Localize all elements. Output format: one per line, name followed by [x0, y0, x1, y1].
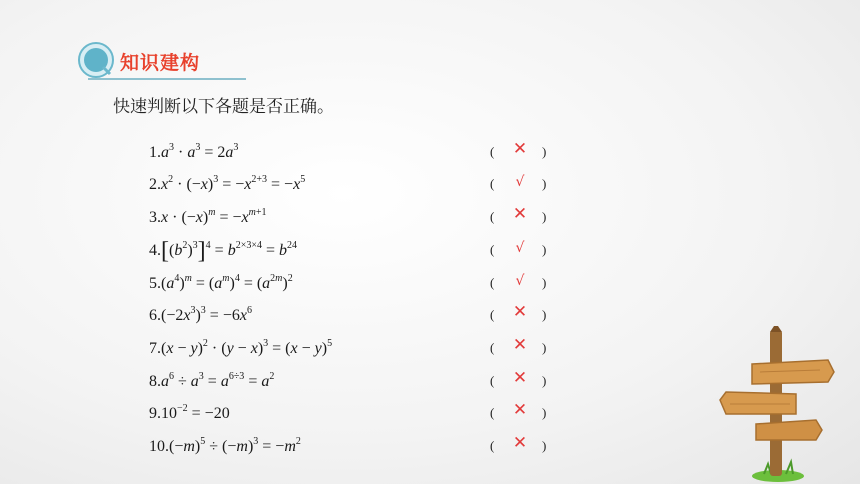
formula: $4.[(b^2)^3]^4 = b^{2\times 3\times 4} = b^{24}$: [149, 238, 297, 264]
formula: $7.(x - y)^2 \cdot (y - x)^3 = (x - y)^5$: [149, 337, 333, 357]
wrong-mark: ✕: [512, 433, 528, 453]
section-title: 知识建构: [120, 52, 201, 74]
question-row: $7.(x - y)^2 \cdot (y - x)^3 = (x - y)^5$ ( ✕ ): [0, 334, 860, 366]
formula: $2.x^2 \cdot (-x)^3 = -x^{2+3} = -x^5$: [149, 173, 306, 193]
question-row: $4.[(b^2)^3]^4 = b^{2\times 3\times 4} = b^{24}$ ( √ ): [149, 238, 547, 264]
instruction-text: 快速判断以下各题是否正确。: [113, 97, 334, 117]
wrong-mark: ✕: [512, 368, 528, 388]
wrong-mark: ✕: [512, 204, 528, 224]
formula: $3.x \cdot (-x)^m = -x^{m+1}$: [149, 206, 267, 226]
question-row: $5.(a^4)^m = (a^m)^4 = (a^{2m})^2$ ( √ ): [0, 269, 860, 301]
question-row: $9.10^{-2} = -20$ ( ✕ ): [0, 399, 860, 431]
formula: $5.(a^4)^m = (a^m)^4 = (a^{2m})^2$: [149, 272, 293, 292]
wrong-mark: ✕: [512, 335, 528, 355]
correct-mark: √: [515, 273, 525, 289]
signpost-icon: [716, 326, 836, 484]
correct-mark: √: [515, 174, 525, 190]
formula: $6.(-2x^3)^3 = -6x^6$: [149, 304, 252, 324]
wrong-mark: ✕: [512, 400, 528, 420]
question-row: $8.a^6 \div a^3 = a^{6\div 3} = a^2$ ( ✕ ): [0, 367, 860, 399]
formula: $10.(-m)^5 \div (-m)^3 = -m^2$: [149, 435, 301, 455]
question-row: $2.x^2 \cdot (-x)^3 = -x^{2+3} = -x^5$ ( √ ): [0, 170, 860, 202]
wrong-mark: ✕: [512, 302, 528, 322]
question-row: $3.x \cdot (-x)^m = -x^{m+1}$ ( ✕ ): [0, 203, 860, 235]
formula: $9.10^{-2} = -20$: [149, 402, 230, 422]
formula: $8.a^6 \div a^3 = a^{6\div 3} = a^2$: [149, 370, 275, 390]
section-header: [74, 40, 246, 82]
correct-mark: √: [515, 240, 525, 256]
question-row: $10.(-m)^5 \div (-m)^3 = -m^2$ ( ✕ ): [0, 432, 860, 464]
wrong-mark: ✕: [512, 139, 528, 159]
search-bubble-icon: [76, 40, 116, 80]
header-underline: [88, 78, 246, 80]
formula: $1.a^3 \cdot a^3 = 2a^3$: [149, 141, 239, 161]
question-row: $6.(-2x^3)^3 = -6x^6$ ( ✕ ): [0, 301, 860, 333]
question-row: $1.a^3 \cdot a^3 = 2a^3$ ( ✕ ): [0, 138, 860, 170]
